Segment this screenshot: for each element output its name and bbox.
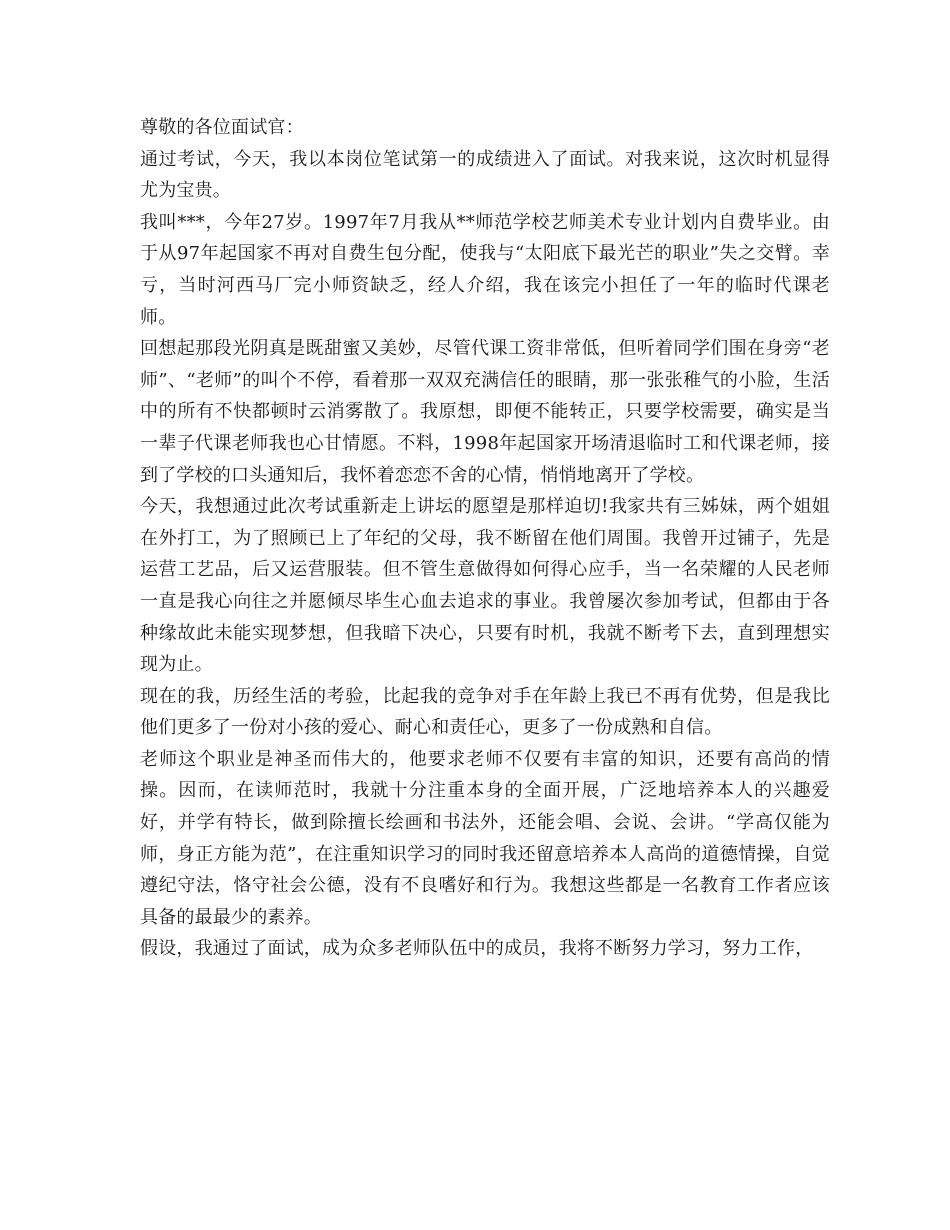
paragraph-2: 我叫***，今年27岁。1997年7月我从**师范学校艺师美术专业计划内自费毕业。由于从97年起国家不再对自费生包分配，使我与“太阳底下最光芒的职业”失之交臂。幸亏，当时河西马厂完小师资缺乏，经人介绍，我在该完小担任了一年的临时代课老师。: [140, 211, 830, 328]
paragraph-6: 老师这个职业是神圣而伟大的，他要求老师不仅要有丰富的知识，还要有高尚的情操。因而，在读师范时，我就十分注重本身的全面开展，广泛地培养本人的兴趣爱好，并学有特长，做到除擅长绘画和书法外，还能会唱、会说、会讲。“学高仅能为师，身正方能为范”，在注重知识学习的同时我还留意培养本人高尚的道德情操，自觉遵纪守法，恪守社会公德，没有不良嗜好和行为。我想这些都是一名教育工作者应该具备的最最少的素养。: [140, 748, 830, 928]
letter-body: [140, 112, 830, 965]
paragraph-3: 回想起那段光阴真是既甜蜜又美妙，尽管代课工资非常低，但听着同学们围在身旁“老师”、“老师”的叫个不停，看着那一双双充满信任的眼睛，那一张张稚气的小脸，生活中的所有不快都顿时云消雾散了。我原想，即便不能转正，只要学校需要，确实是当一辈子代课老师我也心甘情愿。不料，1998年起国家开场清退临时工和代课老师，接到了学校的口头通知后，我怀着恋恋不舍的心情，悄悄地离开了学校。: [140, 338, 830, 486]
paragraph-7: 假设，我通过了面试，成为众多老师队伍中的成员，我将不断努力学习，努力工作，: [140, 938, 814, 960]
salutation: 尊敬的各位面试官：: [140, 117, 304, 138]
paragraph-1: 通过考试，今天，我以本岗位笔试第一的成绩进入了面试。对我来说，这次时机显得尤为宝贵。: [140, 148, 830, 202]
paragraph-4: 今天，我想通过此次考试重新走上讲坛的愿望是那样迫切!我家共有三姊妹，两个姐姐在外打工，为了照顾已上了年纪的父母，我不断留在他们周围。我曾开过铺子，先是运营工艺品，后又运营服装。但不管生意做得如何得心应手，当一名荣耀的人民老师一直是我心向往之并愿倾尽毕生心血去追求的事业。我曾屡次参加考试，但都由于各种缘故此未能实现梦想，但我暗下决心，只要有时机，我就不断考下去，直到理想实现为止。: [140, 496, 830, 676]
paragraph-5: 现在的我，历经生活的考验，比起我的竞争对手在年龄上我已不再有优势，但是我比他们更多了一份对小孩的爱心、耐心和责任心，更多了一份成熟和自信。: [140, 685, 830, 739]
